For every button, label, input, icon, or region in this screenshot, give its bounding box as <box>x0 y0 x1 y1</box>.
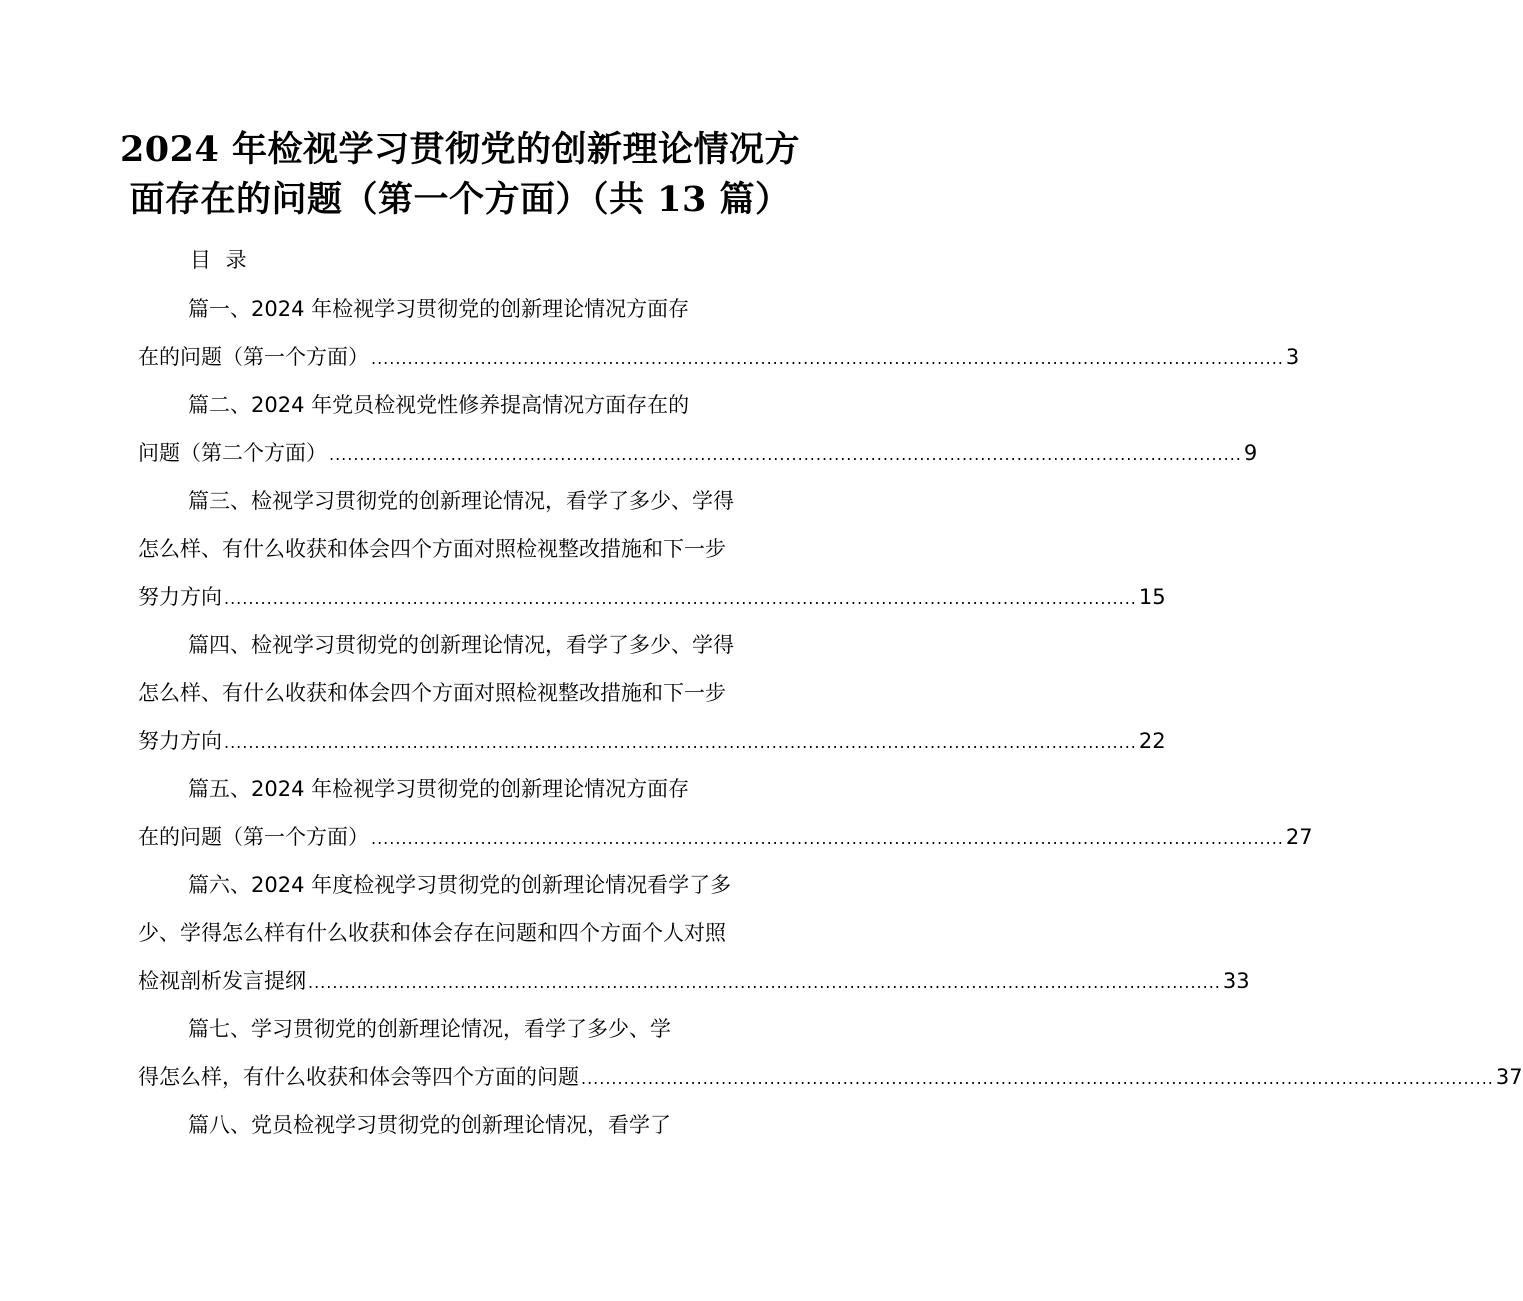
document-title-line-2: 面存在的问题（第一个方面）（共 13 篇） <box>129 179 791 220</box>
toc-entry-title-end: 在的问题（第一个方面） <box>138 345 369 369</box>
toc-page-number: 22 <box>1138 729 1166 753</box>
toc-entry-last-line <box>138 822 1313 852</box>
toc-entry-last-line <box>138 1062 1523 1092</box>
toc-page-number: 3 <box>1285 345 1300 369</box>
toc-page-number: 37 <box>1495 1065 1523 1089</box>
toc-entry-last-line <box>138 438 1258 468</box>
toc-leader-dots: ...................................................................................................................................................... <box>329 445 1242 464</box>
toc-entry-line: 怎么样、有什么收获和体会四个方面对照检视整改措施和下一步 <box>138 537 726 561</box>
toc-page-number: 33 <box>1222 969 1250 993</box>
toc-entry-line: 篇四、检视学习贯彻党的创新理论情况，看学了多少、学得 <box>188 633 734 657</box>
toc-entry-title-end: 检视剖析发言提纲 <box>138 969 306 993</box>
toc-entry-line: 篇八、党员检视学习贯彻党的创新理论情况，看学了 <box>188 1113 671 1137</box>
toc-entry-title-end: 在的问题（第一个方面） <box>138 825 369 849</box>
toc-entry-last-line <box>138 582 1166 612</box>
toc-entry-title-end: 问题（第二个方面） <box>138 441 327 465</box>
toc-entry-last-line <box>138 342 1300 372</box>
toc-leader-dots: ...................................................................................................................................................... <box>224 733 1137 752</box>
toc-entry-title-end: 努力方向 <box>138 585 222 609</box>
toc-leader-dots: ...................................................................................................................................................... <box>308 973 1221 992</box>
toc-entry-line: 篇三、检视学习贯彻党的创新理论情况，看学了多少、学得 <box>188 489 734 513</box>
toc-entry-last-line <box>138 726 1166 756</box>
toc-leader-dots: ...................................................................................................................................................... <box>371 829 1284 848</box>
toc-entry-line: 少、学得怎么样有什么收获和体会存在问题和四个方面个人对照 <box>138 921 726 945</box>
toc-entry-line: 怎么样、有什么收获和体会四个方面对照检视整改措施和下一步 <box>138 681 726 705</box>
toc-leader-dots: ...................................................................................................................................................... <box>224 589 1137 608</box>
toc-page-number: 15 <box>1138 585 1166 609</box>
toc-entry-line: 篇五、2024 年检视学习贯彻党的创新理论情况方面存 <box>188 777 690 801</box>
toc-entry-line: 篇二、2024 年党员检视党性修养提高情况方面存在的 <box>188 393 690 417</box>
toc-leader-dots: ...................................................................................................................................................... <box>581 1069 1494 1088</box>
toc-entry-line: 篇六、2024 年度检视学习贯彻党的创新理论情况看学了多 <box>188 873 732 897</box>
document-title-line-1: 2024 年检视学习贯彻党的创新理论情况方 <box>119 129 801 170</box>
toc-page-number: 9 <box>1243 441 1258 465</box>
toc-entry-title-end: 努力方向 <box>138 729 222 753</box>
toc-page-number: 27 <box>1285 825 1313 849</box>
toc-leader-dots: ...................................................................................................................................................... <box>371 349 1284 368</box>
toc-entry-last-line <box>138 966 1250 996</box>
toc-entry-title-end: 得怎么样，有什么收获和体会等四个方面的问题 <box>138 1065 579 1089</box>
toc-entry-line: 篇一、2024 年检视学习贯彻党的创新理论情况方面存 <box>188 297 690 321</box>
toc-entry-line: 篇七、学习贯彻党的创新理论情况，看学了多少、学 <box>188 1017 671 1041</box>
toc-heading: 目 录 <box>190 248 251 272</box>
